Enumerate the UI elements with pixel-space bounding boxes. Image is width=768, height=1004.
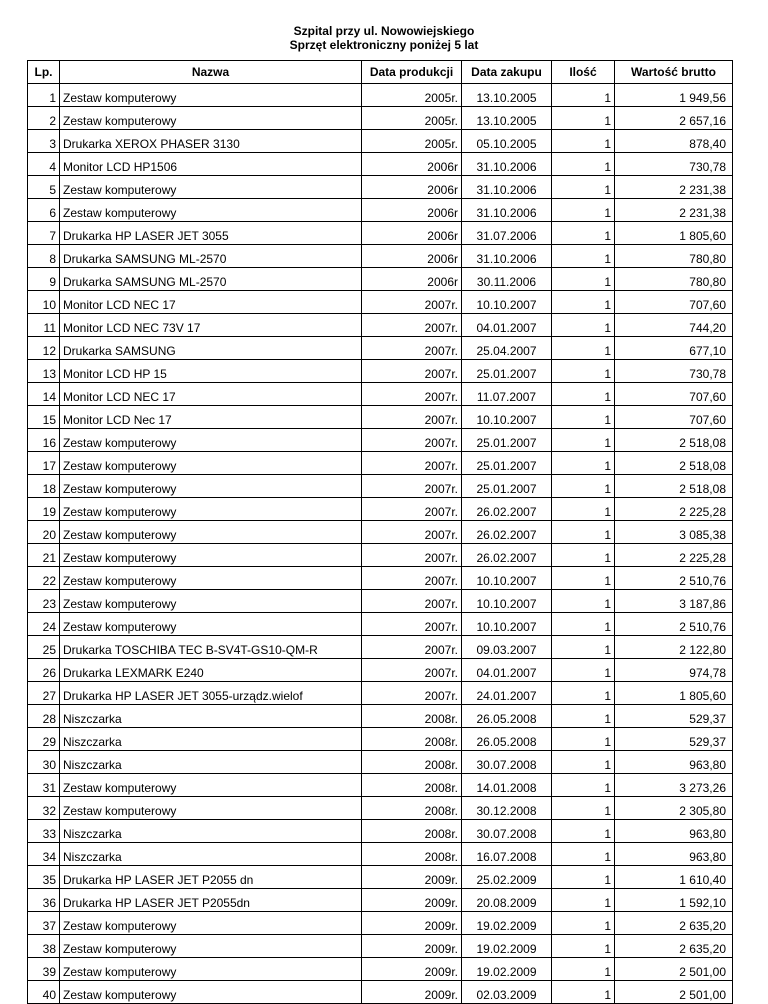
- table-row: [28, 452, 733, 475]
- cell-production-date: 2007r.: [362, 682, 462, 705]
- cell-lp: 28: [28, 705, 60, 728]
- table-row: [28, 498, 733, 521]
- cell-lp: 37: [28, 912, 60, 935]
- cell-production-date: 2005r.: [362, 84, 462, 107]
- cell-quantity: 1: [552, 705, 615, 728]
- cell-quantity: 1: [552, 176, 615, 199]
- cell-gross-value: 2 501,00: [615, 981, 733, 1004]
- cell-quantity: 1: [552, 866, 615, 889]
- cell-lp: 20: [28, 521, 60, 544]
- cell-name: Drukarka HP LASER JET 3055-urządz.wielof: [60, 682, 362, 705]
- table-row: [28, 636, 733, 659]
- table-row: [28, 590, 733, 613]
- cell-lp: 27: [28, 682, 60, 705]
- cell-gross-value: 780,80: [615, 268, 733, 291]
- cell-quantity: 1: [552, 429, 615, 452]
- cell-purchase-date: 30.07.2008: [462, 820, 552, 843]
- cell-quantity: 1: [552, 912, 615, 935]
- cell-gross-value: 707,60: [615, 406, 733, 429]
- cell-quantity: 1: [552, 843, 615, 866]
- cell-name: Zestaw komputerowy: [60, 958, 362, 981]
- cell-quantity: 1: [552, 406, 615, 429]
- table-row: [28, 84, 733, 107]
- document-title: Szpital przy ul. Nowowiejskiego: [293, 24, 475, 38]
- cell-name: Zestaw komputerowy: [60, 981, 362, 1004]
- cell-name: Zestaw komputerowy: [60, 107, 362, 130]
- table-row: [28, 981, 733, 1004]
- cell-gross-value: 677,10: [615, 337, 733, 360]
- cell-purchase-date: 31.10.2006: [462, 176, 552, 199]
- table-row: [28, 314, 733, 337]
- cell-production-date: 2006r: [362, 153, 462, 176]
- cell-production-date: 2007r.: [362, 383, 462, 406]
- cell-name: Monitor LCD NEC 73V 17: [60, 314, 362, 337]
- table-row: [28, 521, 733, 544]
- cell-lp: 19: [28, 498, 60, 521]
- cell-production-date: 2008r.: [362, 774, 462, 797]
- cell-purchase-date: 30.11.2006: [462, 268, 552, 291]
- cell-lp: 39: [28, 958, 60, 981]
- table-row: [28, 820, 733, 843]
- cell-gross-value: 707,60: [615, 291, 733, 314]
- cell-gross-value: 2 518,08: [615, 452, 733, 475]
- cell-purchase-date: 02.03.2009: [462, 981, 552, 1004]
- cell-purchase-date: 25.01.2007: [462, 475, 552, 498]
- cell-purchase-date: 25.02.2009: [462, 866, 552, 889]
- cell-name: Zestaw komputerowy: [60, 84, 362, 107]
- cell-quantity: 1: [552, 314, 615, 337]
- cell-lp: 23: [28, 590, 60, 613]
- cell-purchase-date: 16.07.2008: [462, 843, 552, 866]
- column-header-purchase-date: Data zakupu: [462, 61, 552, 84]
- cell-quantity: 1: [552, 383, 615, 406]
- cell-quantity: 1: [552, 84, 615, 107]
- table-row: [28, 429, 733, 452]
- cell-gross-value: 2 501,00: [615, 958, 733, 981]
- cell-quantity: 1: [552, 222, 615, 245]
- cell-production-date: 2008r.: [362, 797, 462, 820]
- cell-purchase-date: 14.01.2008: [462, 774, 552, 797]
- cell-production-date: 2007r.: [362, 337, 462, 360]
- table-row: [28, 958, 733, 981]
- cell-name: Niszczarka: [60, 751, 362, 774]
- cell-lp: 18: [28, 475, 60, 498]
- cell-lp: 5: [28, 176, 60, 199]
- cell-production-date: 2007r.: [362, 636, 462, 659]
- cell-purchase-date: 13.10.2005: [462, 84, 552, 107]
- cell-name: Niszczarka: [60, 820, 362, 843]
- cell-lp: 7: [28, 222, 60, 245]
- cell-production-date: 2008r.: [362, 705, 462, 728]
- cell-gross-value: 2 122,80: [615, 636, 733, 659]
- cell-lp: 22: [28, 567, 60, 590]
- cell-lp: 9: [28, 268, 60, 291]
- cell-gross-value: 2 231,38: [615, 176, 733, 199]
- cell-lp: 15: [28, 406, 60, 429]
- cell-quantity: 1: [552, 567, 615, 590]
- column-header-name: Nazwa: [60, 61, 362, 84]
- cell-purchase-date: 30.07.2008: [462, 751, 552, 774]
- cell-lp: 1: [28, 84, 60, 107]
- table-row: [28, 222, 733, 245]
- cell-lp: 25: [28, 636, 60, 659]
- cell-lp: 34: [28, 843, 60, 866]
- cell-gross-value: 3 273,26: [615, 774, 733, 797]
- cell-production-date: 2009r.: [362, 889, 462, 912]
- cell-lp: 33: [28, 820, 60, 843]
- cell-name: Zestaw komputerowy: [60, 452, 362, 475]
- table-row: [28, 935, 733, 958]
- cell-purchase-date: 10.10.2007: [462, 406, 552, 429]
- cell-name: Drukarka XEROX PHASER 3130: [60, 130, 362, 153]
- table-row: [28, 682, 733, 705]
- cell-gross-value: 878,40: [615, 130, 733, 153]
- table-row: [28, 659, 733, 682]
- cell-production-date: 2007r.: [362, 659, 462, 682]
- cell-purchase-date: 20.08.2009: [462, 889, 552, 912]
- cell-gross-value: 1 610,40: [615, 866, 733, 889]
- cell-gross-value: 2 635,20: [615, 912, 733, 935]
- cell-production-date: 2008r.: [362, 843, 462, 866]
- cell-production-date: 2009r.: [362, 958, 462, 981]
- cell-purchase-date: 13.10.2005: [462, 107, 552, 130]
- cell-production-date: 2009r.: [362, 935, 462, 958]
- cell-production-date: 2008r.: [362, 728, 462, 751]
- cell-production-date: 2006r: [362, 222, 462, 245]
- cell-production-date: 2007r.: [362, 475, 462, 498]
- cell-quantity: 1: [552, 268, 615, 291]
- cell-name: Zestaw komputerowy: [60, 199, 362, 222]
- cell-gross-value: 1 949,56: [615, 84, 733, 107]
- cell-lp: 10: [28, 291, 60, 314]
- cell-production-date: 2007r.: [362, 521, 462, 544]
- cell-purchase-date: 26.02.2007: [462, 544, 552, 567]
- cell-gross-value: 529,37: [615, 705, 733, 728]
- cell-lp: 13: [28, 360, 60, 383]
- cell-production-date: 2007r.: [362, 452, 462, 475]
- cell-gross-value: 744,20: [615, 314, 733, 337]
- cell-purchase-date: 25.04.2007: [462, 337, 552, 360]
- cell-production-date: 2009r.: [362, 866, 462, 889]
- cell-lp: 32: [28, 797, 60, 820]
- cell-name: Niszczarka: [60, 705, 362, 728]
- cell-name: Monitor LCD NEC 17: [60, 291, 362, 314]
- cell-production-date: 2007r.: [362, 314, 462, 337]
- table-row: [28, 705, 733, 728]
- cell-quantity: 1: [552, 291, 615, 314]
- cell-quantity: 1: [552, 130, 615, 153]
- cell-lp: 17: [28, 452, 60, 475]
- cell-gross-value: 963,80: [615, 820, 733, 843]
- cell-quantity: 1: [552, 245, 615, 268]
- cell-purchase-date: 24.01.2007: [462, 682, 552, 705]
- cell-gross-value: 1 805,60: [615, 222, 733, 245]
- cell-lp: 12: [28, 337, 60, 360]
- cell-quantity: 1: [552, 107, 615, 130]
- cell-purchase-date: 10.10.2007: [462, 291, 552, 314]
- cell-production-date: 2008r.: [362, 751, 462, 774]
- cell-purchase-date: 10.10.2007: [462, 567, 552, 590]
- cell-lp: 31: [28, 774, 60, 797]
- cell-purchase-date: 04.01.2007: [462, 659, 552, 682]
- cell-purchase-date: 31.10.2006: [462, 199, 552, 222]
- cell-production-date: 2006r: [362, 199, 462, 222]
- cell-purchase-date: 31.10.2006: [462, 153, 552, 176]
- cell-name: Zestaw komputerowy: [60, 429, 362, 452]
- table-row: [28, 866, 733, 889]
- cell-quantity: 1: [552, 820, 615, 843]
- cell-purchase-date: 26.05.2008: [462, 728, 552, 751]
- cell-quantity: 1: [552, 889, 615, 912]
- table-row: [28, 751, 733, 774]
- column-header-quantity: Ilość: [552, 61, 615, 84]
- cell-quantity: 1: [552, 958, 615, 981]
- cell-name: Niszczarka: [60, 728, 362, 751]
- cell-name: Zestaw komputerowy: [60, 521, 362, 544]
- cell-lp: 8: [28, 245, 60, 268]
- cell-lp: 14: [28, 383, 60, 406]
- cell-purchase-date: 05.10.2005: [462, 130, 552, 153]
- cell-gross-value: 730,78: [615, 360, 733, 383]
- cell-gross-value: 2 635,20: [615, 935, 733, 958]
- table-row: [28, 176, 733, 199]
- cell-gross-value: 2 510,76: [615, 567, 733, 590]
- cell-name: Zestaw komputerowy: [60, 774, 362, 797]
- cell-production-date: 2007r.: [362, 590, 462, 613]
- cell-purchase-date: 04.01.2007: [462, 314, 552, 337]
- cell-name: Monitor LCD HP1506: [60, 153, 362, 176]
- cell-quantity: 1: [552, 360, 615, 383]
- column-header-lp: Lp.: [28, 61, 60, 84]
- cell-lp: 40: [28, 981, 60, 1004]
- cell-name: Niszczarka: [60, 843, 362, 866]
- cell-production-date: 2007r.: [362, 498, 462, 521]
- cell-quantity: 1: [552, 935, 615, 958]
- table-row: [28, 912, 733, 935]
- cell-name: Drukarka SAMSUNG: [60, 337, 362, 360]
- cell-gross-value: 707,60: [615, 383, 733, 406]
- cell-gross-value: 529,37: [615, 728, 733, 751]
- table-body: [28, 84, 733, 1004]
- cell-purchase-date: 19.02.2009: [462, 935, 552, 958]
- cell-gross-value: 2 518,08: [615, 475, 733, 498]
- table-row: [28, 797, 733, 820]
- cell-name: Drukarka SAMSUNG ML-2570: [60, 245, 362, 268]
- cell-quantity: 1: [552, 544, 615, 567]
- cell-gross-value: 2 225,28: [615, 544, 733, 567]
- cell-name: Zestaw komputerowy: [60, 475, 362, 498]
- cell-quantity: 1: [552, 728, 615, 751]
- cell-name: Zestaw komputerowy: [60, 613, 362, 636]
- cell-lp: 29: [28, 728, 60, 751]
- table-row: [28, 544, 733, 567]
- cell-gross-value: 2 231,38: [615, 199, 733, 222]
- cell-gross-value: 2 518,08: [615, 429, 733, 452]
- table-row: [28, 889, 733, 912]
- cell-gross-value: 3 187,86: [615, 590, 733, 613]
- table-row: [28, 728, 733, 751]
- cell-quantity: 1: [552, 475, 615, 498]
- cell-production-date: 2006r: [362, 245, 462, 268]
- cell-quantity: 1: [552, 590, 615, 613]
- cell-name: Drukarka TOSCHIBA TEC B-SV4T-GS10-QM-R: [60, 636, 362, 659]
- cell-production-date: 2009r.: [362, 981, 462, 1004]
- cell-name: Drukarka HP LASER JET P2055 dn: [60, 866, 362, 889]
- cell-purchase-date: 19.02.2009: [462, 912, 552, 935]
- table-header: [28, 61, 733, 84]
- cell-production-date: 2007r.: [362, 429, 462, 452]
- table-row: [28, 291, 733, 314]
- cell-quantity: 1: [552, 498, 615, 521]
- cell-production-date: 2007r.: [362, 291, 462, 314]
- cell-lp: 21: [28, 544, 60, 567]
- table-row: [28, 130, 733, 153]
- cell-production-date: 2009r.: [362, 912, 462, 935]
- cell-quantity: 1: [552, 636, 615, 659]
- table-row: [28, 843, 733, 866]
- cell-purchase-date: 11.07.2007: [462, 383, 552, 406]
- cell-production-date: 2006r: [362, 176, 462, 199]
- cell-name: Zestaw komputerowy: [60, 797, 362, 820]
- cell-purchase-date: 31.10.2006: [462, 245, 552, 268]
- cell-lp: 4: [28, 153, 60, 176]
- cell-purchase-date: 26.02.2007: [462, 521, 552, 544]
- cell-lp: 30: [28, 751, 60, 774]
- cell-quantity: 1: [552, 659, 615, 682]
- cell-purchase-date: 25.01.2007: [462, 452, 552, 475]
- table-row: [28, 245, 733, 268]
- cell-name: Drukarka SAMSUNG ML-2570: [60, 268, 362, 291]
- cell-quantity: 1: [552, 774, 615, 797]
- table-row: [28, 774, 733, 797]
- column-header-production-date: Data produkcji: [362, 61, 462, 84]
- table-row: [28, 107, 733, 130]
- cell-gross-value: 3 085,38: [615, 521, 733, 544]
- cell-name: Zestaw komputerowy: [60, 590, 362, 613]
- cell-lp: 3: [28, 130, 60, 153]
- cell-quantity: 1: [552, 153, 615, 176]
- cell-name: Zestaw komputerowy: [60, 935, 362, 958]
- table-row: [28, 567, 733, 590]
- table-row: [28, 475, 733, 498]
- table-row: [28, 613, 733, 636]
- table-row: [28, 268, 733, 291]
- cell-lp: 11: [28, 314, 60, 337]
- cell-name: Drukarka HP LASER JET 3055: [60, 222, 362, 245]
- cell-name: Monitor LCD NEC 17: [60, 383, 362, 406]
- cell-quantity: 1: [552, 613, 615, 636]
- cell-gross-value: 963,80: [615, 843, 733, 866]
- cell-gross-value: 1 805,60: [615, 682, 733, 705]
- cell-production-date: 2007r.: [362, 567, 462, 590]
- cell-purchase-date: 25.01.2007: [462, 429, 552, 452]
- cell-name: Zestaw komputerowy: [60, 544, 362, 567]
- table-row: [28, 383, 733, 406]
- cell-quantity: 1: [552, 521, 615, 544]
- cell-quantity: 1: [552, 981, 615, 1004]
- cell-name: Zestaw komputerowy: [60, 498, 362, 521]
- cell-name: Monitor LCD Nec 17: [60, 406, 362, 429]
- header-row: [28, 61, 733, 84]
- cell-purchase-date: 31.07.2006: [462, 222, 552, 245]
- cell-purchase-date: 19.02.2009: [462, 958, 552, 981]
- cell-name: Drukarka HP LASER JET P2055dn: [60, 889, 362, 912]
- cell-production-date: 2007r.: [362, 544, 462, 567]
- cell-production-date: 2006r: [362, 268, 462, 291]
- equipment-table: [27, 60, 733, 1004]
- cell-gross-value: 730,78: [615, 153, 733, 176]
- cell-gross-value: 780,80: [615, 245, 733, 268]
- table-row: [28, 199, 733, 222]
- cell-name: Zestaw komputerowy: [60, 176, 362, 199]
- cell-purchase-date: 25.01.2007: [462, 360, 552, 383]
- cell-gross-value: 1 592,10: [615, 889, 733, 912]
- table-row: [28, 337, 733, 360]
- cell-gross-value: 2 305,80: [615, 797, 733, 820]
- cell-quantity: 1: [552, 682, 615, 705]
- column-header-gross-value: Wartość brutto: [615, 61, 733, 84]
- cell-gross-value: 2 657,16: [615, 107, 733, 130]
- cell-name: Zestaw komputerowy: [60, 912, 362, 935]
- cell-gross-value: 2 225,28: [615, 498, 733, 521]
- cell-name: Monitor LCD HP 15: [60, 360, 362, 383]
- cell-production-date: 2007r.: [362, 360, 462, 383]
- cell-purchase-date: 09.03.2007: [462, 636, 552, 659]
- cell-lp: 38: [28, 935, 60, 958]
- cell-lp: 2: [28, 107, 60, 130]
- cell-production-date: 2005r.: [362, 130, 462, 153]
- table-row: [28, 360, 733, 383]
- cell-production-date: 2005r.: [362, 107, 462, 130]
- cell-purchase-date: 26.05.2008: [462, 705, 552, 728]
- cell-purchase-date: 26.02.2007: [462, 498, 552, 521]
- cell-quantity: 1: [552, 337, 615, 360]
- cell-gross-value: 963,80: [615, 751, 733, 774]
- cell-purchase-date: 10.10.2007: [462, 590, 552, 613]
- table-row: [28, 153, 733, 176]
- cell-lp: 24: [28, 613, 60, 636]
- cell-purchase-date: 30.12.2008: [462, 797, 552, 820]
- document-subtitle: Sprzęt elektroniczny poniżej 5 lat: [289, 38, 479, 52]
- cell-lp: 6: [28, 199, 60, 222]
- cell-lp: 16: [28, 429, 60, 452]
- cell-production-date: 2007r.: [362, 613, 462, 636]
- cell-lp: 26: [28, 659, 60, 682]
- cell-quantity: 1: [552, 751, 615, 774]
- cell-lp: 35: [28, 866, 60, 889]
- cell-gross-value: 2 510,76: [615, 613, 733, 636]
- cell-name: Drukarka LEXMARK E240: [60, 659, 362, 682]
- cell-quantity: 1: [552, 797, 615, 820]
- cell-production-date: 2007r.: [362, 406, 462, 429]
- cell-lp: 36: [28, 889, 60, 912]
- table-row: [28, 406, 733, 429]
- cell-name: Zestaw komputerowy: [60, 567, 362, 590]
- cell-purchase-date: 10.10.2007: [462, 613, 552, 636]
- cell-production-date: 2008r.: [362, 820, 462, 843]
- cell-quantity: 1: [552, 452, 615, 475]
- cell-quantity: 1: [552, 199, 615, 222]
- cell-gross-value: 974,78: [615, 659, 733, 682]
